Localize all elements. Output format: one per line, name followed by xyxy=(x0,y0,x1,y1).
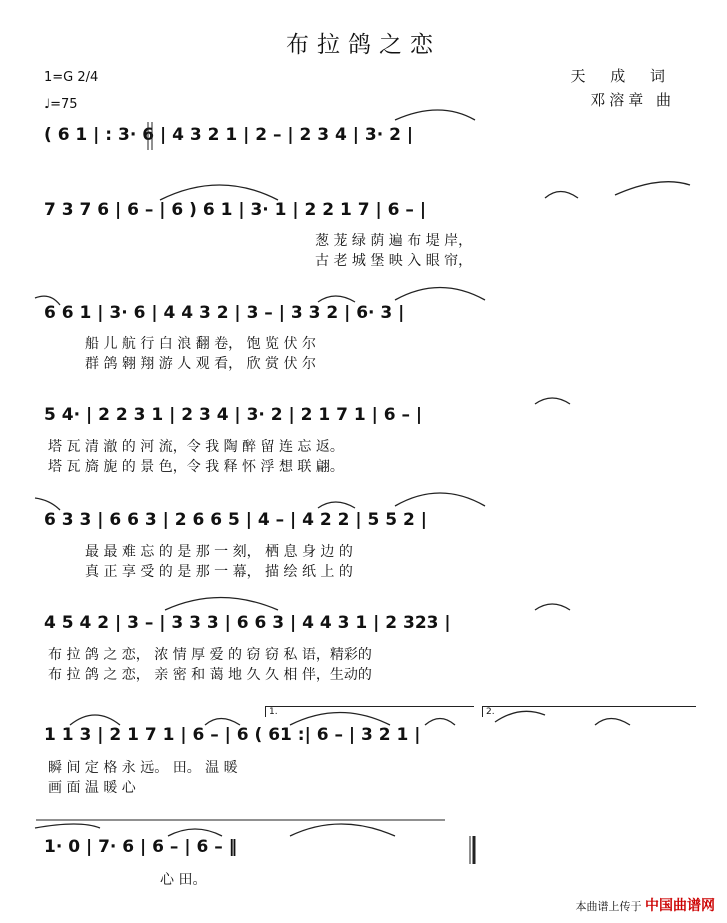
notes-line: 5 4· | 2 2 3 1 | 2 3 4 | 3· 2 | 2 1 7 1 | 6 – | xyxy=(44,405,423,425)
lyrics-verse1: 布 拉 鸽 之 恋， 浓 情 厚 爱 的 窃 窃 私 语，精彩的 xyxy=(48,647,372,663)
key-signature: 1=G 2/4 xyxy=(44,70,99,85)
lyrics-verse1: 最 最 难 忘 的 是 那 一 刻， 栖 息 身 边 的 xyxy=(85,544,353,560)
notes-line: 6 6 1 | 3· 6 | 4 4 3 2 | 3 – | 3 3 2 | 6· 3 | xyxy=(44,303,405,323)
volta-1: 1. xyxy=(265,706,474,717)
lyrics-verse1: 塔 瓦 清 澈 的 河 流，令 我 陶 醉 留 连 忘 返。 xyxy=(48,439,344,455)
notes-line: 4 5 4 2 | 3 – | 3 3 3 | 6 6 3 | 4 4 3 1 | 2 323 | xyxy=(44,613,451,633)
composer: 邓溶章 曲 xyxy=(590,91,675,109)
tempo-mark: ♩=75 xyxy=(44,97,78,112)
lyrics-verse2: 古 老 城 堡 映 入 眼 帘， xyxy=(315,253,473,269)
footer: 本曲谱上传于 中国曲谱网 xyxy=(575,898,715,914)
lyrics-verse2: 塔 瓦 旖 旎 的 景 色，令 我 释 怀 浮 想 联 翩。 xyxy=(48,459,344,475)
lyrics-verse2: 画 面 温 暖 心 xyxy=(48,780,136,796)
lyrics-verse1: 船 儿 航 行 白 浪 翻 卷， 饱 览 伏 尔 xyxy=(85,336,316,352)
notes-line: ( 6 1 | : 3· 6 | 4 3 2 1 | 2 – | 2 3 4 | 3· 2 | xyxy=(44,125,414,145)
lyrics-verse1: 葱 茏 绿 荫 遍 布 堤 岸， xyxy=(315,233,473,249)
lyricist: 天 成 词 xyxy=(570,67,675,85)
notes-line: 7 3 7 6 | 6 – | 6 ) 6 1 | 3· 1 | 2 2 1 7 | 6 – | xyxy=(44,200,427,220)
song-title: 布拉鸽之恋 xyxy=(286,32,441,58)
lyrics-verse2: 真 正 享 受 的 是 那 一 幕， 描 绘 纸 上 的 xyxy=(85,564,353,580)
lyrics-verse2: 布 拉 鸽 之 恋， 亲 密 和 蔼 地 久 久 相 伴，生动的 xyxy=(48,667,372,683)
lyrics-verse1: 瞬 间 定 格 永 远。 田。 温 暖 xyxy=(48,760,238,776)
notes-line: 1· 0 | 7· 6 | 6 – | 6 – ‖ xyxy=(44,837,238,857)
lyrics-verse2: 群 鸽 翱 翔 游 人 观 看， 欣 赏 伏 尔 xyxy=(85,356,316,372)
lyrics-verse1: 心 田。 xyxy=(160,872,207,888)
notes-line: 6 3 3 | 6 6 3 | 2 6 6 5 | 4 – | 4 2 2 | 5 5 2 | xyxy=(44,510,427,530)
brand-logo: 中国曲谱网 xyxy=(645,898,715,914)
notes-line: 1 1 3 | 2 1 7 1 | 6 – | 6 ( 61 :| 6 – | 3 2 1 | xyxy=(44,725,421,745)
volta-2: 2. xyxy=(482,706,696,717)
